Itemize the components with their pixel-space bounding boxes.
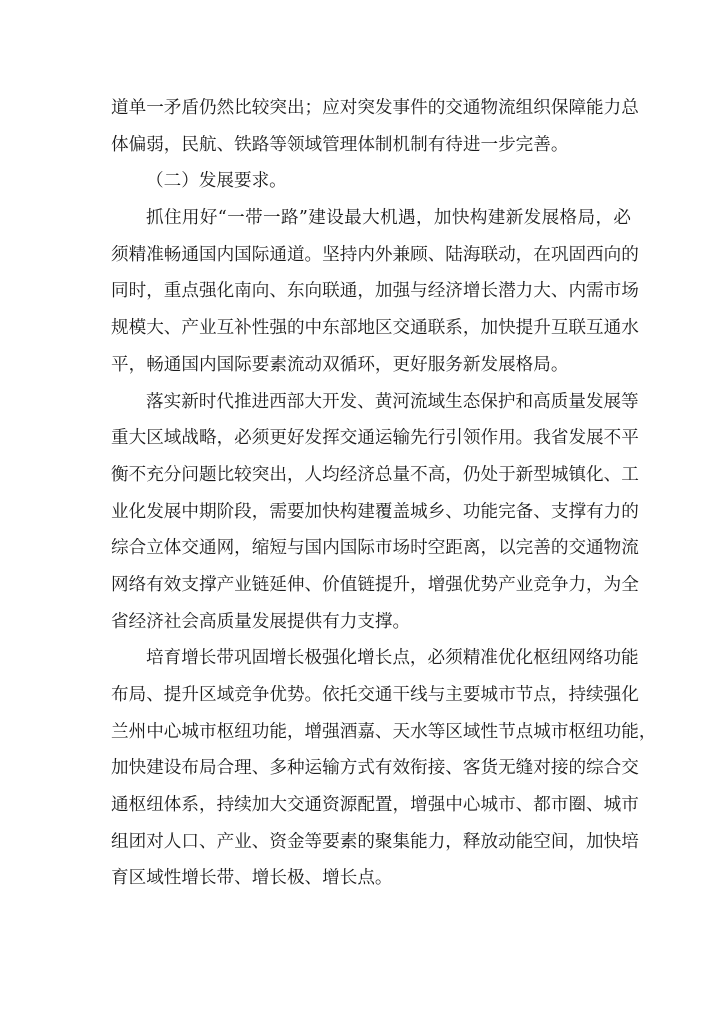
text-line: 培育增长带巩固增长极强化增长点，必须精准优化枢纽网络功能 [146, 648, 639, 669]
text-line: 组团对人口、产业、资金等要素的聚集能力，释放动能空间，加快培 [111, 831, 639, 852]
document-body [111, 90, 657, 897]
text-line: 通枢纽体系，持续加大交通资源配置，增强中心城市、都市圈、城市 [111, 795, 639, 816]
text-line: 网络有效支撑产业链延伸、价值链提升，增强优势产业竞争力，为全 [111, 574, 639, 595]
text-line: 落实新时代推进西部大开发、黄河流域生态保护和高质量发展等 [146, 391, 639, 412]
text-line: 体偏弱，民航、铁路等领域管理体制机制有待进一步完善。 [111, 134, 569, 155]
text-line: 兰州中心城市枢纽功能，增强酒嘉、天水等区域性节点城市枢纽功能， [111, 721, 657, 742]
text-line: 业化发展中期阶段，需要加快构建覆盖城乡、功能完备、支撑有力的 [111, 501, 639, 522]
text-line: 加快建设布局合理、多种运输方式有效衔接、客货无缝对接的综合交 [111, 758, 639, 779]
section-heading: （二）发展要求。 [146, 171, 287, 192]
text-line: 同时，重点强化南向、东向联通，加强与经济增长潜力大、内需市场 [111, 281, 639, 302]
text-line: 须精准畅通国内国际通道。坚持内外兼顾、陆海联动，在巩固西向的 [111, 244, 639, 265]
text-line: 抓住用好“一带一路”建设最大机遇，加快构建新发展格局，必 [146, 208, 631, 229]
text-line: 重大区域战略，必须更好发挥交通运输先行引领作用。我省发展不平 [111, 428, 639, 449]
text-line: 育区域性增长带、增长极、增长点。 [111, 868, 393, 889]
text-line: 省经济社会高质量发展提供有力支撑。 [111, 611, 411, 632]
text-line: 综合立体交通网，缩短与国内国际市场时空距离，以完善的交通物流 [111, 538, 639, 559]
text-line: 平，畅通国内国际要素流动双循环，更好服务新发展格局。 [111, 354, 569, 375]
text-line: 布局、提升区域竞争优势。依托交通干线与主要城市节点，持续强化 [111, 685, 639, 705]
text-line: 衡不充分问题比较突出，人均经济总量不高，仍处于新型城镇化、工 [111, 464, 639, 485]
text-line: 规模大、产业互补性强的中东部地区交通联系，加快提升互联互通水 [111, 318, 639, 339]
text-line: 道单一矛盾仍然比较突出；应对突发事件的交通物流组织保障能力总 [111, 98, 639, 118]
